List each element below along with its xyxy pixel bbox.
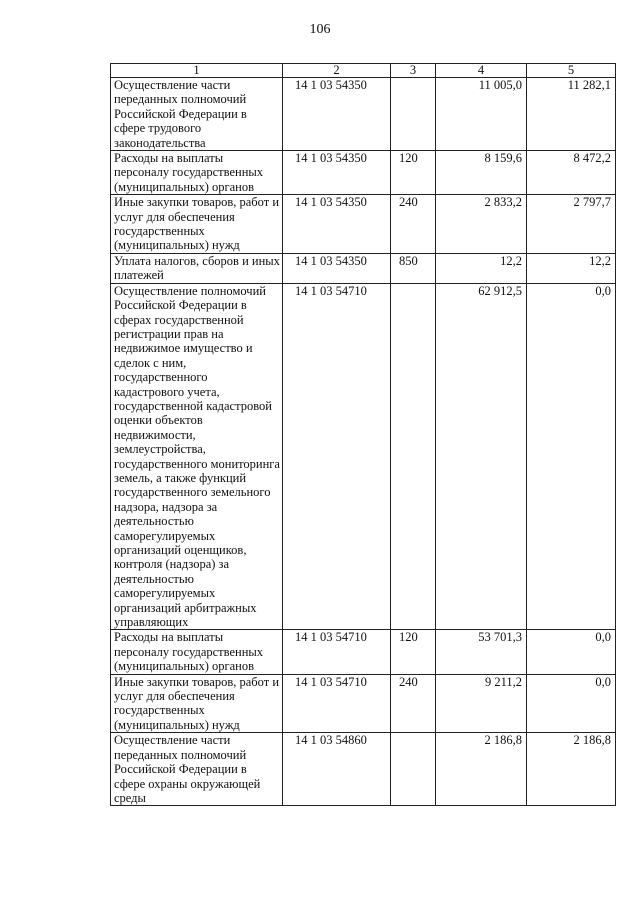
table-row [111, 195, 616, 254]
column-header: 4 [436, 64, 527, 78]
row-amount-2: 11 282,1 [527, 78, 616, 151]
row-amount-2: 0,0 [527, 630, 616, 674]
row-expense-type: 120 [391, 630, 436, 674]
table-row [111, 733, 616, 806]
row-expense-type [391, 733, 436, 806]
row-amount-2: 2 797,7 [527, 195, 616, 254]
row-amount-2: 2 186,8 [527, 733, 616, 806]
row-expense-type: 240 [391, 674, 436, 733]
row-code: 14 1 03 54350 [283, 151, 391, 195]
row-amount-1: 11 005,0 [436, 78, 527, 151]
row-code: 14 1 03 54350 [283, 78, 391, 151]
row-name: Расходы на выплаты персоналу государственных (муниципальных) органов [111, 151, 283, 195]
row-name: Иные закупки товаров, работ и услуг для обеспечения государственных (муниципальных) нужд [111, 674, 283, 733]
row-name: Уплата налогов, сборов и иных платежей [111, 253, 283, 283]
row-name: Осуществление части переданных полномочий Российской Федерации в сфере трудового законодательства [111, 78, 283, 151]
row-expense-type: 120 [391, 151, 436, 195]
row-expense-type: 850 [391, 253, 436, 283]
row-name: Осуществление части переданных полномочий Российской Федерации в сфере охраны окружающей среды [111, 733, 283, 806]
row-expense-type [391, 78, 436, 151]
table-row [111, 78, 616, 151]
column-header: 1 [111, 64, 283, 78]
row-expense-type [391, 283, 436, 630]
row-amount-1: 53 701,3 [436, 630, 527, 674]
row-code: 14 1 03 54350 [283, 253, 391, 283]
row-amount-1: 62 912,5 [436, 283, 527, 630]
row-amount-2: 0,0 [527, 674, 616, 733]
row-code: 14 1 03 54710 [283, 283, 391, 630]
row-name: Расходы на выплаты персоналу государственных (муниципальных) органов [111, 630, 283, 674]
row-amount-1: 12,2 [436, 253, 527, 283]
table-row [111, 253, 616, 283]
column-header: 3 [391, 64, 436, 78]
header-row [111, 64, 616, 78]
row-expense-type: 240 [391, 195, 436, 254]
row-name: Осуществление полномочий Российской Федерации в сферах государственной регистрации прав на недвижимое имущество и сделок с ним, государственного кадастрового учета, государственной кадастровой оценки объектов недвижимости, землеустройства, государственного мониторинга земель, а также функций государственного земельного надзора, надзора за деятельностью саморегулируемых организаций оценщиков, контроля (надзора) за деятельностью саморегулируемых организаций арбитражных управляющих [111, 283, 283, 630]
column-header: 5 [527, 64, 616, 78]
row-code: 14 1 03 54860 [283, 733, 391, 806]
row-amount-1: 8 159,6 [436, 151, 527, 195]
row-amount-1: 2 186,8 [436, 733, 527, 806]
row-amount-2: 0,0 [527, 283, 616, 630]
row-amount-2: 8 472,2 [527, 151, 616, 195]
table-row [111, 674, 616, 733]
row-amount-2: 12,2 [527, 253, 616, 283]
table-row [111, 151, 616, 195]
row-name: Иные закупки товаров, работ и услуг для обеспечения государственных (муниципальных) нужд [111, 195, 283, 254]
row-amount-1: 9 211,2 [436, 674, 527, 733]
row-code: 14 1 03 54350 [283, 195, 391, 254]
page-number: 106 [309, 22, 331, 37]
table-row [111, 630, 616, 674]
column-header: 2 [283, 64, 391, 78]
row-amount-1: 2 833,2 [436, 195, 527, 254]
budget-table [110, 63, 616, 806]
row-code: 14 1 03 54710 [283, 674, 391, 733]
row-code: 14 1 03 54710 [283, 630, 391, 674]
table-row [111, 283, 616, 630]
